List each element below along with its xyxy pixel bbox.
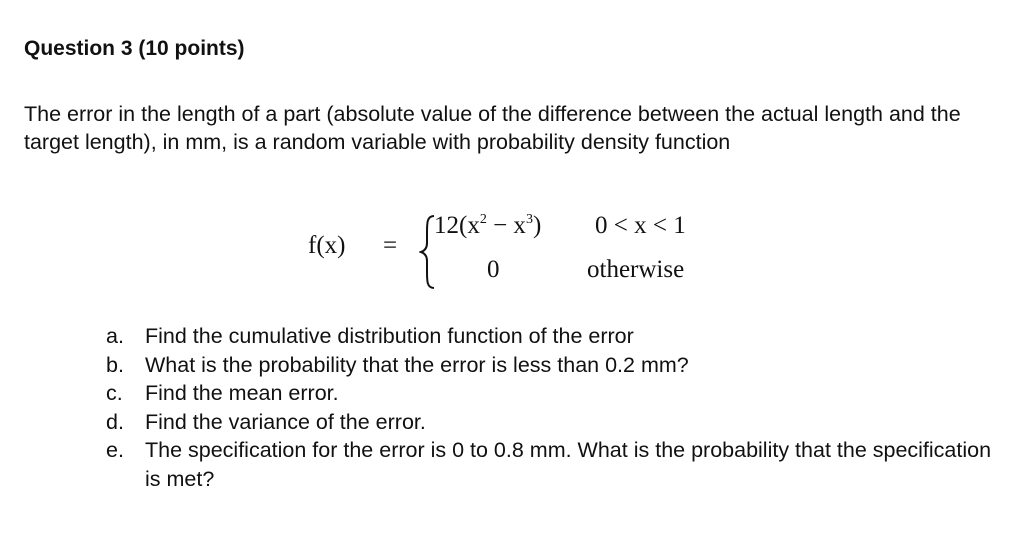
question-parts-list (106, 322, 996, 493)
part-text: Find the variance of the error. (145, 409, 426, 434)
function-name: f(x) (308, 232, 346, 259)
question-title: Question 3 (10 points) (24, 37, 245, 61)
part-text: Find the cumulative distribution function of the error (145, 324, 634, 348)
expression-minus: − x (486, 212, 526, 239)
expression-closing: ) (532, 212, 542, 239)
part-text: What is the probability that the error is less than 0.2 mm? (145, 352, 689, 377)
part-marker: b. (106, 352, 124, 377)
case-two-expression: 0 (487, 256, 500, 283)
part-marker: c. (106, 381, 123, 405)
probability-density-function (300, 204, 720, 304)
question-part-b (106, 351, 996, 380)
case-two-condition: otherwise (587, 256, 685, 283)
part-marker: e. (106, 438, 124, 462)
question-part-c (106, 379, 996, 408)
question-part-a (106, 322, 996, 351)
power-three: 3 (525, 212, 533, 227)
question-part-d (106, 408, 996, 437)
question-part-e (106, 436, 996, 493)
equals-sign: = (383, 232, 398, 259)
expression-base: 12(x (434, 212, 480, 239)
case-one-condition: 0 < x < 1 (595, 212, 686, 239)
question-intro: The error in the length of a part (absolute value of the difference between the actual length and the target length), in mm, is a random variable with probability density function (24, 101, 961, 154)
power-two: 2 (479, 212, 487, 227)
part-marker: a. (106, 324, 124, 348)
part-marker: d. (106, 409, 124, 434)
part-text: Find the mean error. (145, 381, 339, 405)
case-one-expression (434, 212, 541, 240)
part-text: The specification for the error is 0 to 0.8 mm. What is the probability that the specification is met? (145, 438, 992, 491)
